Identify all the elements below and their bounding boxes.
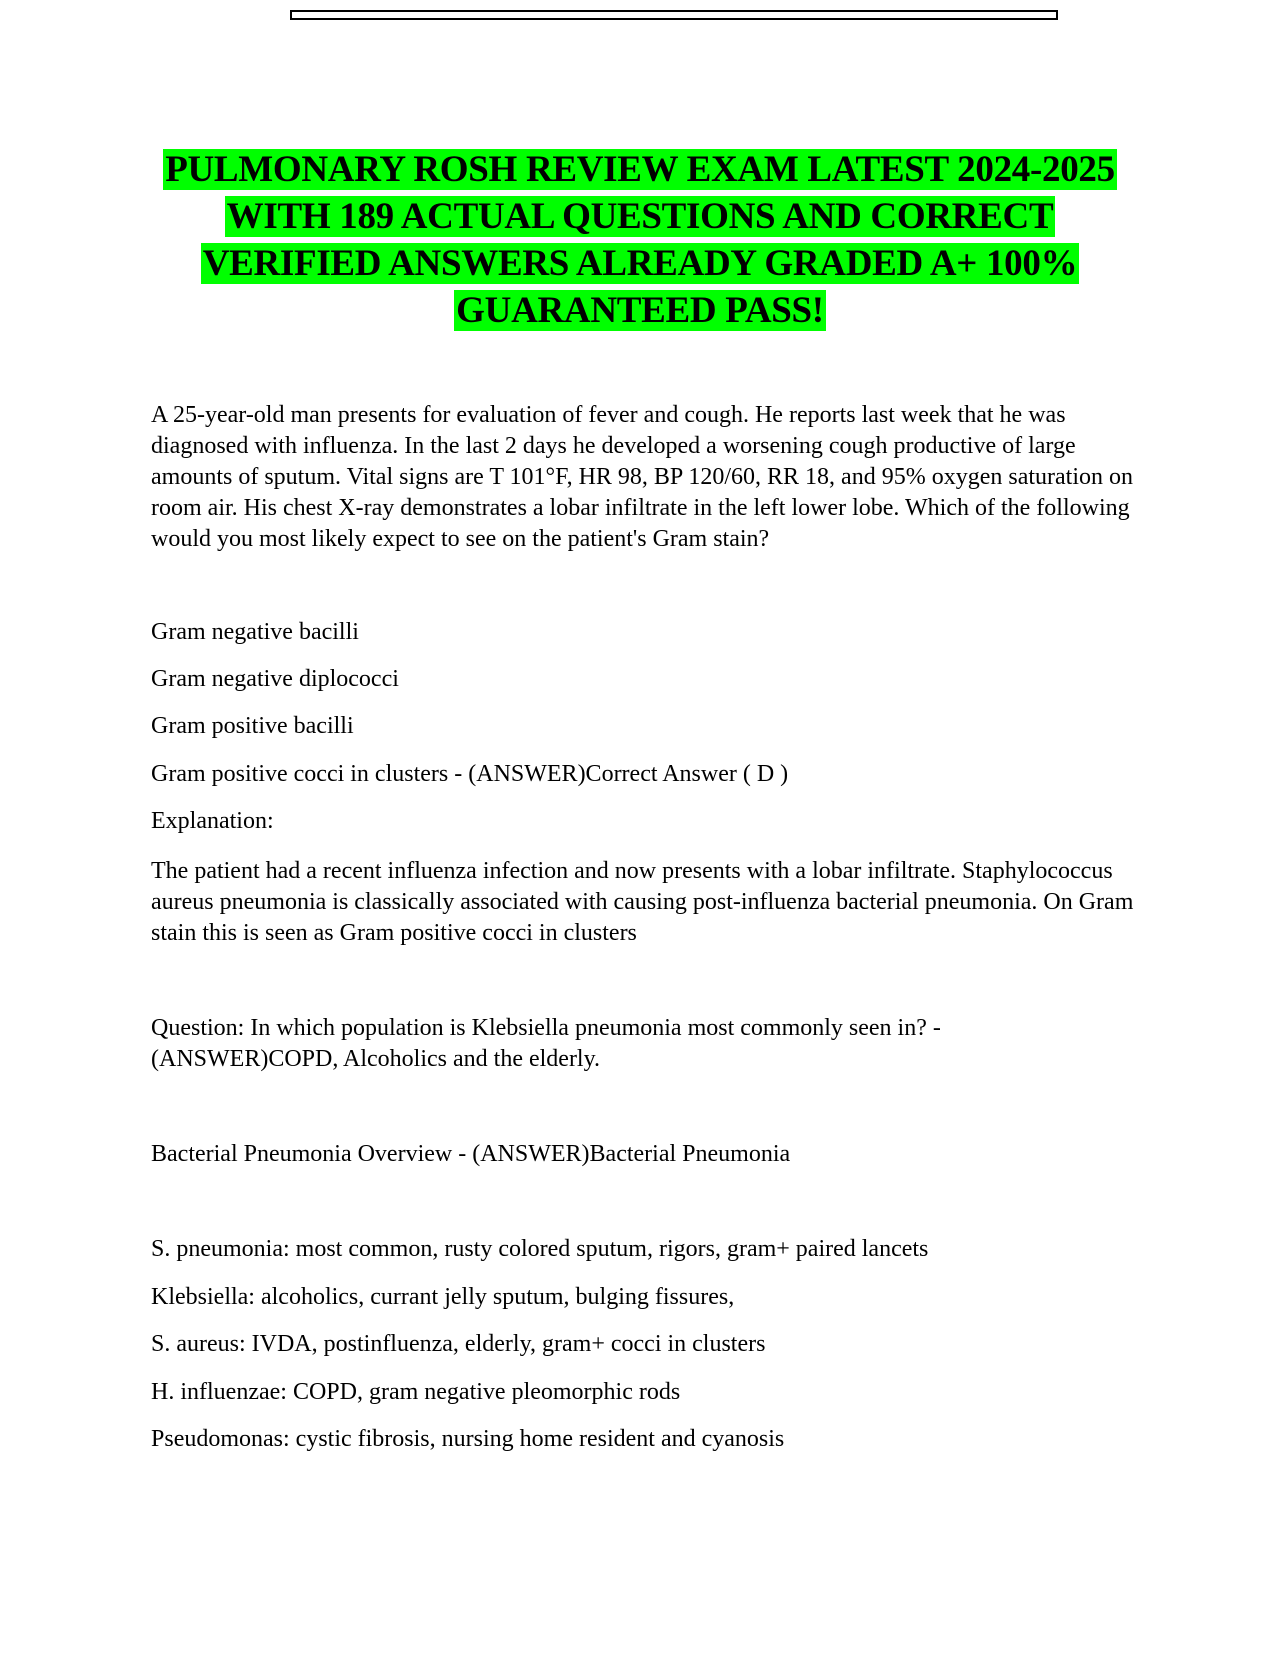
overview-item: Klebsiella: alcoholics, currant jelly sputum, bulging fissures, — [151, 1284, 735, 1310]
question-stem-text: A 25-year-old man presents for evaluation of fever and cough. He reports last week that he was diagnosed with influenza. In the last 2 days he developed a worsening cough productive of large amounts of sputum. Vital signs are T 101°F, HR 98, BP 120/60, RR 18, and 95% oxygen saturation on room air. His chest X-ray demonstrates a lobar infiltrate in the left lower lobe. Which of the following would you most likely expect to see on the patient's Gram stain? — [151, 402, 1133, 552]
overview-item: H. influenzae: COPD, gram negative pleomorphic rods — [151, 1379, 681, 1405]
overview-heading: Bacterial Pneumonia Overview - (ANSWER)Bacterial Pneumonia — [151, 1141, 791, 1167]
explanation-block — [151, 856, 1141, 949]
overview-item: S. aureus: IVDA, postinfluenza, elderly, gram+ cocci in clusters — [151, 1331, 766, 1357]
overview-item: S. pneumonia: most common, rusty colored sputum, rigors, gram+ paired lancets — [151, 1236, 929, 1262]
answer-option-d: Gram positive cocci in clusters - (ANSWER)Correct Answer ( D ) — [151, 761, 789, 787]
question-2-text: Question: In which population is Klebsiella pneumonia most commonly seen in? - (ANSWER)COPD, Alcoholics and the elderly. — [151, 1015, 941, 1072]
question-2 — [151, 1013, 1131, 1075]
overview-item: Pseudomonas: cystic fibrosis, nursing home resident and cyanosis — [151, 1426, 785, 1452]
question-1-stem — [151, 400, 1141, 555]
answer-option-c: Gram positive bacilli — [151, 713, 354, 739]
document-title-text: PULMONARY ROSH REVIEW EXAM LATEST 2024-2025 WITH 189 ACTUAL QUESTIONS AND CORRECT VERIFIED ANSWERS ALREADY GRADED A+ 100% GUARANTEED PASS! — [165, 149, 1115, 331]
page-header-box — [290, 10, 1058, 20]
explanation-text: The patient had a recent influenza infection and now presents with a lobar infiltrate. Staphylococcus aureus pneumonia is classically associated with causing post-influenza bacterial pneumonia. On Gram stain this is seen as Gram positive cocci in clusters — [151, 858, 1134, 946]
document-title — [140, 146, 1140, 334]
answer-option-b: Gram negative diplococci — [151, 666, 399, 692]
explanation-label: Explanation: — [151, 808, 274, 834]
answer-option-a: Gram negative bacilli — [151, 619, 359, 645]
